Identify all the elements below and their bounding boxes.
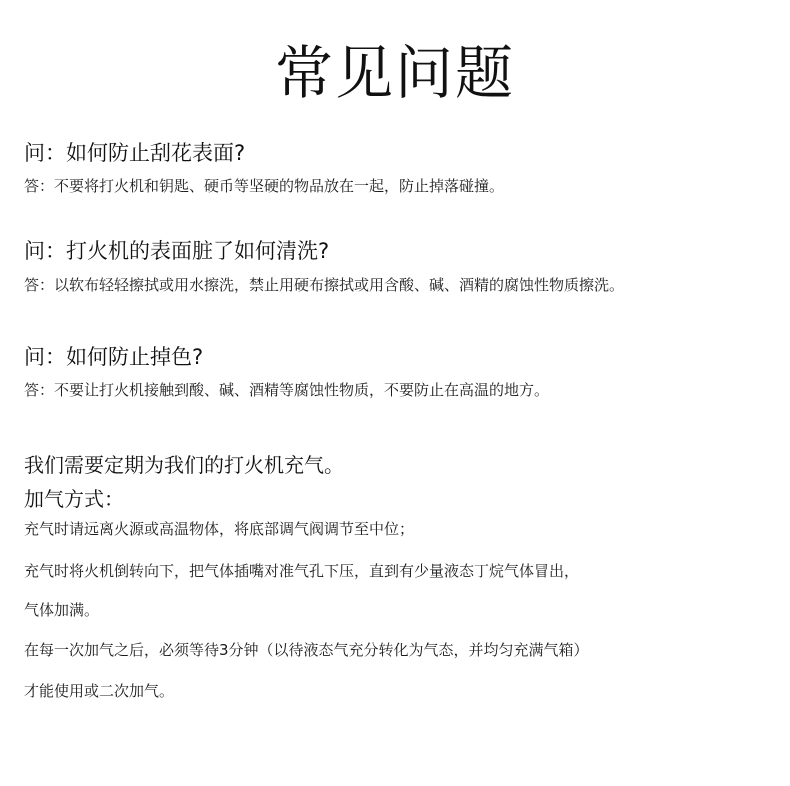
faq-question-2: 问：打火机的表面脏了如何清洗? (24, 239, 330, 263)
refill-subheading: 加气方式： (24, 487, 124, 511)
refill-line-4: 在每一次加气之后，必须等待3分钟（以待液态气充分转化为气态，并均匀充满气箱） (24, 641, 589, 659)
page-title: 常见问题 (274, 39, 515, 107)
faq-answer-3: 答：不要让打火机接触到酸、碱、酒精等腐蚀性物质，不要防止在高温的地方。 (24, 381, 550, 399)
faq-answer-2: 答：以软布轻轻擦拭或用水擦洗，禁止用硬布擦拭或用含酸、碱、酒精的腐蚀性物质擦洗。 (24, 276, 625, 294)
refill-line-1: 充气时请远离火源或高温物体，将底部调气阀调节至中位； (24, 520, 415, 538)
refill-heading: 我们需要定期为我们的打火机充气。 (24, 453, 344, 477)
refill-line-5: 才能使用或二次加气。 (24, 682, 175, 700)
faq-question-1: 问：如何防止刮花表面? (24, 141, 246, 165)
faq-answer-1: 答：不要将打火机和钥匙、硬币等坚硬的物品放在一起，防止掉落碰撞。 (24, 177, 505, 195)
faq-question-3: 问：如何防止掉色? (24, 345, 204, 369)
refill-line-2: 充气时将火机倒转向下，把气体插嘴对准气孔下压，直到有少量液态丁烷气体冒出， (24, 562, 580, 580)
refill-line-3: 气体加满。 (24, 601, 100, 619)
